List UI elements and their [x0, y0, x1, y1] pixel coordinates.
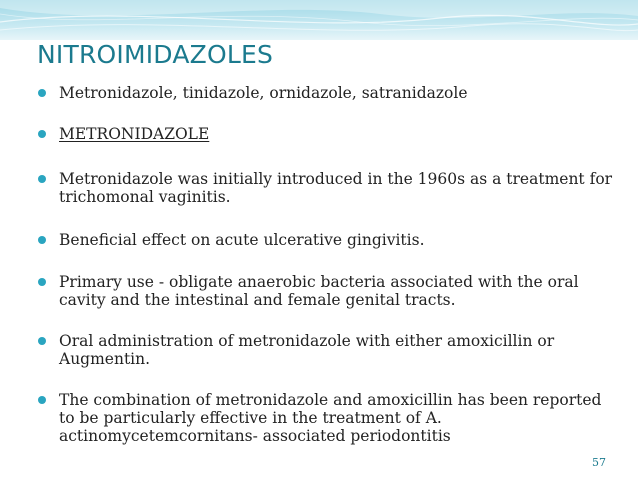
bullet-dot-icon: [38, 89, 46, 97]
bullet-dot-icon: [38, 175, 46, 183]
bullet-text: The combination of metronidazole and amoxicillin has been reported to be particularly effective in the treatment of A. actinomycetemcornitans- associated periodontitis: [59, 391, 602, 445]
bullet-text: Oral administration of metronidazole with either amoxicillin or Augmentin.: [59, 332, 555, 368]
bullet-dot-icon: [38, 278, 46, 286]
bullet-dot-icon: [38, 337, 46, 345]
bullet-text: Beneficial effect on acute ulcerative gingivitis.: [59, 231, 425, 249]
bullet-text: Metronidazole was initially introduced in the 1960s as a treatment for trichomonal vaginitis.: [59, 170, 613, 206]
bullet-dot-icon: [38, 130, 46, 138]
header-banner: [0, 0, 638, 40]
bullet-dot-icon: [38, 236, 46, 244]
wave-decoration: [0, 0, 638, 40]
bullet-dot-icon: [38, 396, 46, 404]
bullet-text: Metronidazole, tinidazole, ornidazole, satranidazole: [59, 84, 468, 102]
page-number: 57: [592, 456, 606, 469]
bullet-text: METRONIDAZOLE: [59, 125, 210, 143]
bullet-text: Primary use - obligate anaerobic bacteria associated with the oral cavity and the intestinal and female genital tracts.: [59, 273, 579, 309]
slide-title: NITROIMIDAZOLES: [37, 40, 274, 69]
